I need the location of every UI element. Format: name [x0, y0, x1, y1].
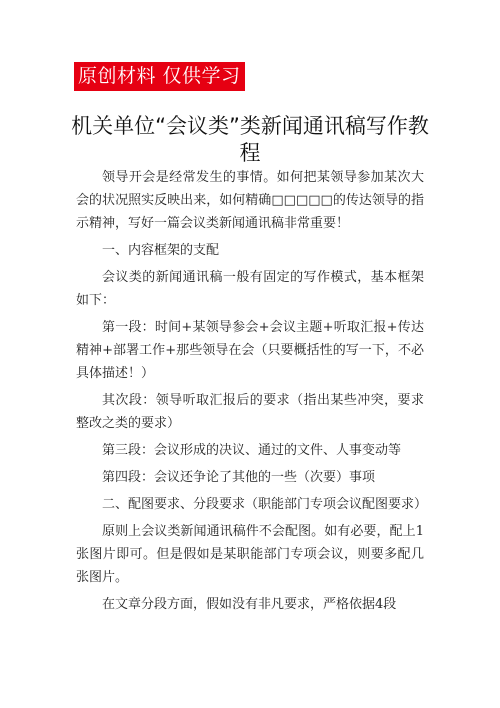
paragraph-intro: 领导开会是经常发生的事情。如何把某领导参加某次大会的状况照实反映出来，如何精确□□□□□的传达领导的指示精神，写好一篇会议类新闻通讯稿非常重要！: [76, 170, 424, 231]
paragraph-framework-intro: 会议类的新闻通讯稿一般有固定的写作模式，基本框架如下：: [76, 270, 424, 308]
paragraph-first-section: 第一段：时间+某领导参会+会议主题+听取汇报+传达精神+部署工作+那些领导在会（只要概括性的写一下，不必具体描述！）: [76, 320, 424, 381]
page-title: 机关单位“会议类”类新闻通讯稿写作教程: [71, 114, 429, 165]
original-material-banner: 原创材料 仅供学习: [74, 62, 245, 91]
paragraph-segmentation: 在文章分段方面，假如没有非凡要求，严格依据4段: [102, 597, 397, 612]
paragraph-second-section: 其次段：领导听取汇报后的要求（指出某些冲突，要求整改之类的要求）: [76, 393, 424, 431]
paragraph-third-section: 第三段：会议形成的决议、通过的文件、人事变动等: [102, 443, 402, 458]
section-heading-images: 二、配图要求、分段要求（职能部门专项会议配图要求）: [102, 497, 428, 512]
article-body: [76, 166, 428, 620]
section-heading-framework: 一、内容框架的支配: [102, 243, 220, 258]
paragraph-image-rules: 原则上会议类新闻通讯稿件不会配图。如有必要，配上1张图片即可。但是假如是某职能部门专项会议，则要多配几张图片。: [76, 524, 424, 585]
paragraph-fourth-section: 第四段：会议还争论了其他的一些（次要）事项: [102, 470, 376, 485]
